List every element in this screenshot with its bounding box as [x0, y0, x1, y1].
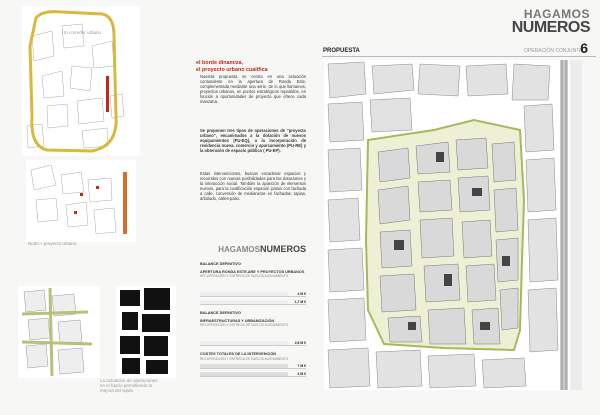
budget-row-value: 7 M €	[297, 363, 306, 368]
operation-label: OPERACIÓN CONJUNTA	[524, 48, 583, 54]
proposal-map-drawing	[324, 60, 582, 390]
budget-row	[200, 292, 306, 297]
budget-row-label	[200, 372, 288, 376]
caption-top: Un corredor urbano	[62, 30, 102, 35]
budget-row-label	[200, 364, 288, 368]
figure-ground-diagram	[116, 286, 176, 378]
budget-sec2-title: BALANCE DEFINITIVO	[200, 311, 241, 315]
budget-sec1-sub: APERTURA RONDA ESTE,ARE Y PROYECTOS URBANOS	[200, 269, 305, 274]
intro-title	[196, 60, 306, 74]
budget-row-value: 2,8 M €	[294, 341, 306, 345]
public-space-diagram	[18, 286, 100, 378]
budget-row-label	[200, 300, 288, 304]
budget-sec2-note: RECUPERACIÓN Y ENTREGA DE SUELOS ALIENAMIENTO	[200, 323, 289, 327]
brand-logo	[512, 8, 590, 35]
budget-row-label	[200, 292, 288, 296]
header-rule	[322, 56, 596, 57]
caption-mid: Nodo + proyecto urbano	[28, 241, 77, 246]
node-diagram	[26, 160, 136, 242]
proposal-map	[324, 60, 582, 390]
brand-bottom: NUMEROS	[511, 19, 590, 36]
intro-title-line1: el borde dinamiza,	[196, 60, 244, 66]
budget-brand	[200, 244, 306, 254]
budget-brand-b: NUMEROS	[259, 244, 306, 254]
budget-sec2-sub: INFRAESTRUCTURAS Y URBANIZACIÓN	[200, 318, 275, 323]
budget-sec1-title: BALANCE DEFINITIVO	[200, 262, 241, 266]
corridor-diagram	[22, 6, 140, 156]
budget-row	[200, 341, 306, 346]
page-number: 6	[580, 40, 588, 56]
budget-row-value: 4 M €	[297, 371, 306, 376]
budget-row-label	[200, 341, 288, 345]
budget-table	[200, 244, 306, 377]
brand-top: HAGAMOS	[523, 7, 590, 21]
budget-row	[200, 372, 306, 377]
budget-sec3-note: RECUPERACIÓN Y ENTREGA DE SUELOS ALIENAMIENTO	[200, 356, 289, 361]
paragraph-3: Estas intervenciones, buscan encadenar espacios y recorridos con nuevas posibilidades para las dotaciones y la interacción social. También la aparición de elementos nuevos, para la cualificación espacial: patios con fachada a calle, conversión de medianeras en fachadas, tapias, arbolado, calles-patio.	[200, 171, 306, 202]
paragraph-1: Nuestra propuesta se centra en una actuación contundente en la apertura de Ronda Este, complementada mediante una serie, de lo que llamamos, proyectos urbanos, en puntos estratégicos repartidos, en función a oportunidades de proyecto que ofrece cada manzana.	[200, 74, 306, 105]
budget-row	[200, 300, 306, 305]
budget-row-value: 4 M €	[297, 292, 306, 296]
budget-row-value: 1,7 M €	[294, 300, 306, 304]
budget-row	[200, 364, 306, 369]
budget-brand-a: HAGAMOS	[218, 245, 260, 254]
budget-sec3-title: COSTES TOTALES DE LA INTERVENCIÓN	[200, 352, 277, 356]
section-label: PROPUESTA	[323, 48, 360, 54]
paragraph-2: Se proponen tres tipos de operaciones de "proyecto urbano", encaminados a la dotación de nuevos equipamientos (PU-EQ), a la incorporación de residencia nueva, comercio y aparcamiento (PU-RE) y la obtención de espacio público ( PU-EP).	[200, 128, 306, 154]
caption-bottom: La actuación de operaciones en el barrio permitiendo la mejora del tejido	[100, 378, 158, 393]
budget-sec1-note: RECUPERACIÓN Y ENTREGA DE SUELOS ALIENAMIENTO	[200, 274, 289, 278]
intro-title-line2: el proyecto urbano cualifica	[196, 67, 268, 73]
